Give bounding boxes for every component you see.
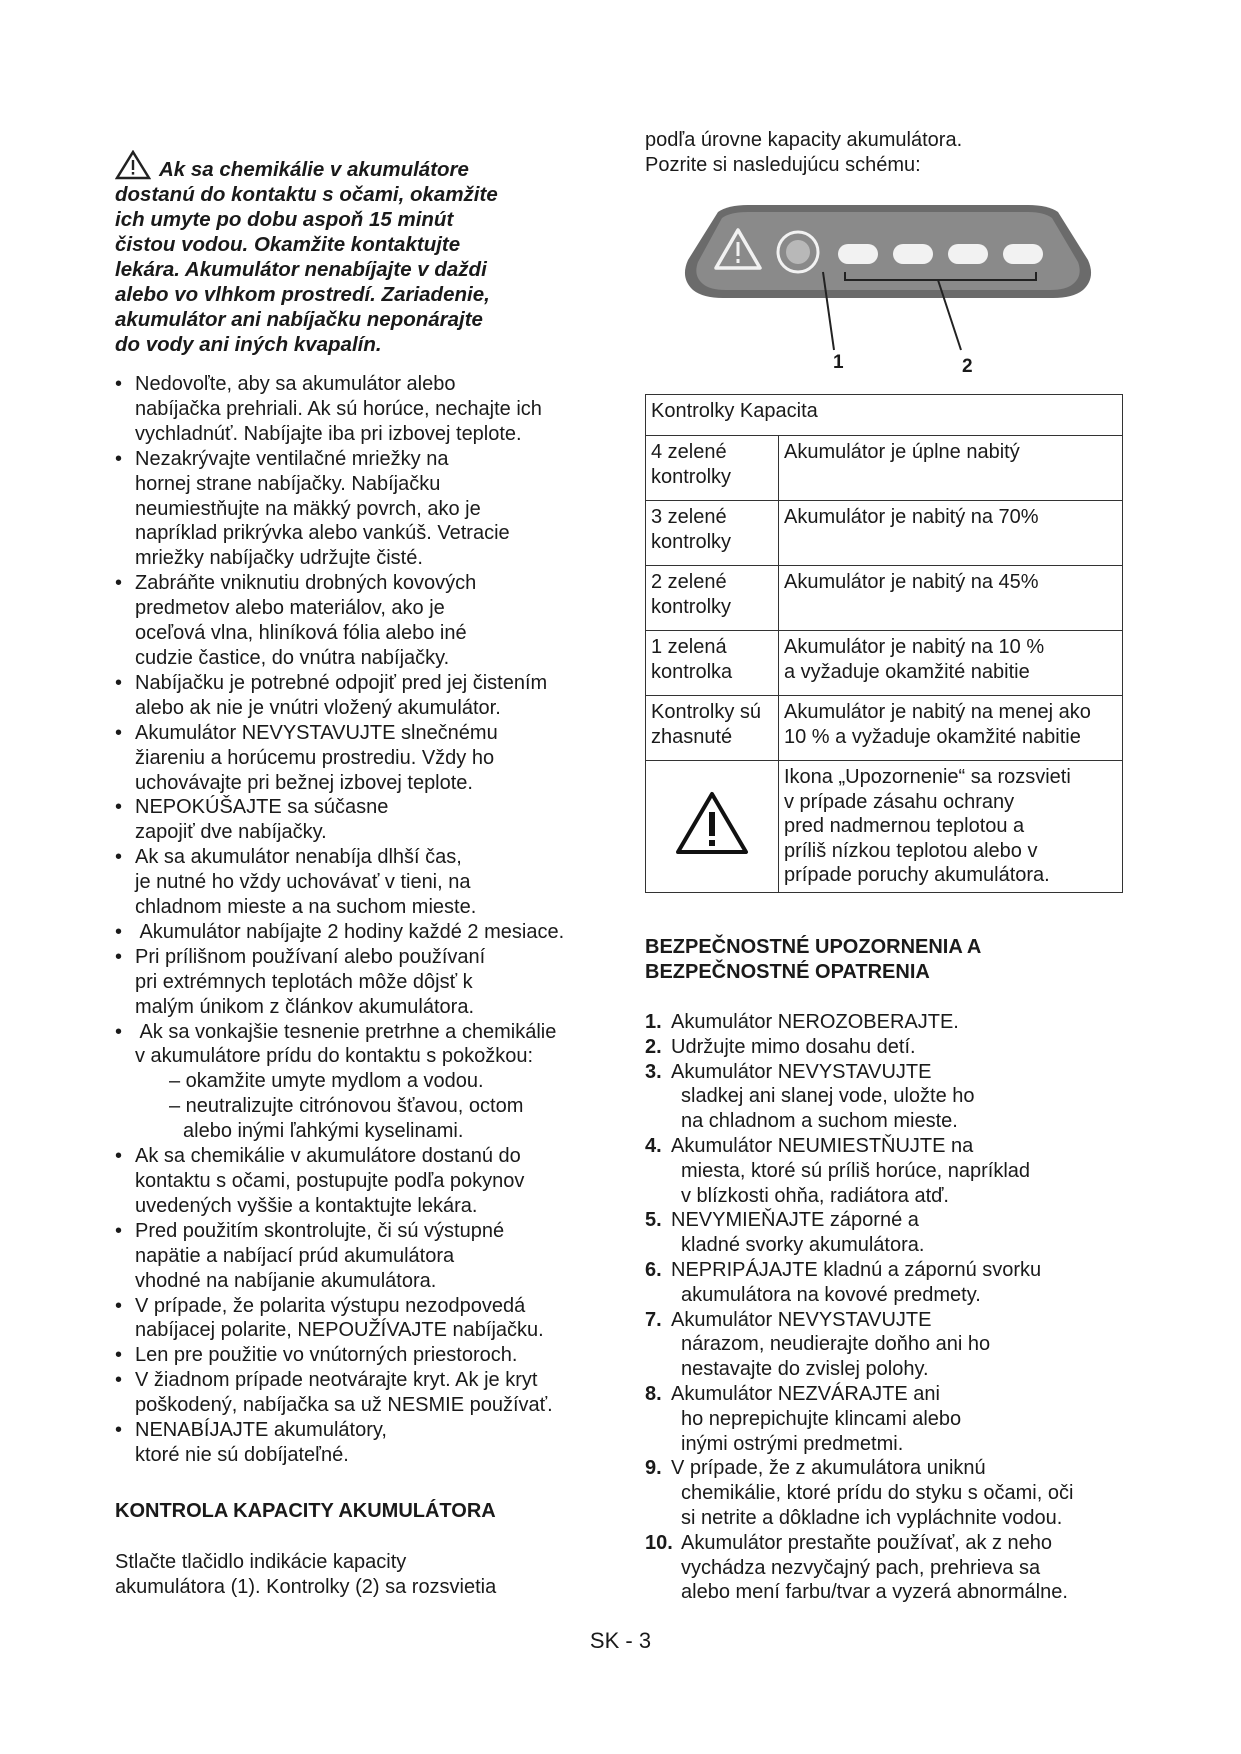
warning-line: dostanú do kontaktu s očami, okamžite — [115, 183, 498, 206]
bullet-item: • Nedovoľte, aby sa akumulátor alebo nabíjačka prehriali. Ak sú horúce, nechajte ich vychladnúť. Nabíjajte iba pri izbovej teplote. — [115, 372, 635, 447]
table-row — [646, 501, 1123, 566]
safety-bullet-list — [115, 372, 635, 1468]
capacity-heading: KONTROLA KAPACITY AKUMULÁTORA — [115, 1500, 496, 1522]
warning-triangle-icon — [672, 788, 752, 858]
status-cell: Akumulátor je nabitý na menej ako 10 % a vyžaduje okamžité nabitie — [779, 696, 1123, 761]
bullet-item: • Nabíjačku je potrebné odpojiť pred jej čistením alebo ak nie je vnútri vložený akumulátor. — [115, 671, 635, 721]
led-3 — [948, 244, 988, 264]
led-1 — [838, 244, 878, 264]
bullet-item: • Ak sa akumulátor nenabíja dlhší čas, je nutné ho vždy uchovávať v tieni, na chladnom mieste a na suchom mieste. — [115, 845, 635, 920]
status-cell: Akumulátor je úplne nabitý — [779, 436, 1123, 501]
safety-numbered-list — [645, 1010, 1135, 1605]
bullet-item: • Len pre použitie vo vnútorných priestoroch. — [115, 1343, 635, 1368]
warning-line: čistou vodou. Okamžite kontaktujte — [115, 233, 461, 256]
lights-cell: 3 zelené kontrolky — [646, 501, 779, 566]
warning-line: lekára. Akumulátor nenabíjajte v daždi — [115, 258, 487, 281]
bullet-item: • Nezakrývajte ventilačné mriežky na hornej strane nabíjačky. Nabíjačku neumiestňujte na mäkký povrch, ako je napríklad prikrývka alebo vankúš. Vetracie mriežky nabíjačky udržujte čisté. — [115, 447, 635, 572]
warning-line: ich umyte po dobu aspoň 15 minút — [115, 208, 454, 231]
warning-line: Ak sa chemikálie v akumulátore — [115, 150, 585, 182]
lights-cell: 4 zelené kontrolky — [646, 436, 779, 501]
status-cell: Akumulátor je nabitý na 70% — [779, 501, 1123, 566]
table-row — [646, 566, 1123, 631]
diagram-label-1: 1 — [833, 352, 844, 373]
bullet-item: • Akumulátor NEVYSTAVUJTE slnečnému žiareniu a horúcemu prostrediu. Vždy ho uchovávajte pri bežnej izbovej teplote. — [115, 721, 635, 796]
table-row-warning — [646, 761, 1123, 893]
list-item: 2. Udržujte mimo dosahu detí. — [645, 1035, 916, 1058]
table-header-row — [646, 395, 1123, 436]
bullet-item: • V prípade, že polarita výstupu nezodpovedá nabíjacej polarite, NEPOUŽÍVAJTE nabíjačku. — [115, 1294, 635, 1344]
bullet-item: • Ak sa vonkajšie tesnenie pretrhne a chemikálie v akumulátore prídu do kontaktu s pokožkou: – okamžite umyte mydlom a vodou. – neutralizujte citrónovou šťavou, octom alebo inými ľahkými kyselinami. — [115, 1020, 635, 1145]
eye-contact-warning — [115, 150, 585, 357]
warning-description-cell: Ikona „Upozornenie“ sa rozsvieti v prípade zásahu ochrany pred nadmernou teplotou a príliš nízkou teplotou alebo v prípade poruchy akumulátora. — [779, 761, 1123, 893]
warning-line: alebo vo vlhkom prostredí. Zariadenie, — [115, 283, 490, 306]
bullet-item: • Akumulátor nabíjajte 2 hodiny každé 2 mesiace. — [115, 920, 635, 945]
bullet-item: • Ak sa chemikálie v akumulátore dostanú do kontaktu s očami, postupujte podľa pokynov uvedených vyššie a kontaktujte lekára. — [115, 1144, 635, 1219]
list-item: 9. V prípade, že z akumulátora uniknú chemikálie, ktoré prídu do styku s očami, oči si netrite a dôkladne ich vypláchnite vodou. — [645, 1457, 1074, 1529]
safety-heading: BEZPEČNOSTNÉ UPOZORNENIA A BEZPEČNOSTNÉ OPATRENIA — [645, 936, 982, 983]
table-header-cell: Kontrolky Kapacita — [646, 395, 1123, 436]
lights-cell: Kontrolky sú zhasnuté — [646, 696, 779, 761]
warning-triangle-icon — [115, 150, 151, 180]
warning-line: do vody ani iných kvapalín. — [115, 333, 382, 356]
bullet-item: • Pred použitím skontrolujte, či sú výstupné napätie a nabíjací prúd akumulátora vhodné na nabíjanie akumulátora. — [115, 1219, 635, 1294]
page-number: SK - 3 — [589, 1628, 652, 1653]
list-item: 3. Akumulátor NEVYSTAVUJTE sladkej ani slanej vode, uložte ho na chladnom a suchom mieste. — [645, 1060, 975, 1133]
bullet-item: • V žiadnom prípade neotvárajte kryt. Ak je kryt poškodený, nabíjačka sa už NESMIE používať. — [115, 1368, 635, 1418]
led-2 — [893, 244, 933, 264]
table-row — [646, 631, 1123, 696]
led-4 — [1003, 244, 1043, 264]
capacity-intro-text: Stlačte tlačidlo indikácie kapacity akumulátora (1). Kontrolky (2) sa rozsvietia — [115, 1551, 497, 1598]
warning-icon-cell — [646, 761, 779, 893]
table-row — [646, 696, 1123, 761]
list-item: 4. Akumulátor NEUMIESTŇUJTE na miesta, ktoré sú príliš horúce, napríklad v blízkosti ohňa, radiátora atď. — [645, 1134, 1031, 1207]
bullet-item: • NEPOKÚŠAJTE sa súčasne zapojiť dve nabíjačky. — [115, 795, 635, 845]
list-item: 1. Akumulátor NEROZOBERAJTE. — [645, 1011, 959, 1033]
bullet-item: • NENABÍJAJTE akumulátory, ktoré nie sú dobíjateľné. — [115, 1418, 635, 1468]
warning-line: akumulátor ani nabíjačku neponárajte — [115, 308, 483, 331]
lights-cell: 2 zelené kontrolky — [646, 566, 779, 631]
list-item: 5. NEVYMIEŇAJTE záporné a kladné svorky akumulátora. — [645, 1209, 925, 1257]
capacity-intro-continued: podľa úrovne kapacity akumulátora. Pozrite si nasledujúcu schému: — [645, 129, 963, 176]
capacity-table — [645, 394, 1123, 893]
status-cell: Akumulátor je nabitý na 10 % a vyžaduje okamžité nabitie — [779, 631, 1123, 696]
status-cell: Akumulátor je nabitý na 45% — [779, 566, 1123, 631]
list-item: 7. Akumulátor NEVYSTAVUJTE nárazom, neudierajte doňho ani ho nestavajte do zvislej polohy. — [645, 1308, 991, 1381]
bullet-item: • Pri prílišnom používaní alebo používaní pri extrémnych teplotách môže dôjsť k malým únikom z článkov akumulátora. — [115, 945, 635, 1020]
battery-indicator-panel-diagram — [678, 200, 1098, 360]
table-row — [646, 436, 1123, 501]
list-item: 8. Akumulátor NEZVÁRAJTE ani ho neprepichujte klincami alebo inými ostrými predmetmi. — [645, 1382, 962, 1455]
lights-cell: 1 zelená kontrolka — [646, 631, 779, 696]
list-item: 6. NEPRIPÁJAJTE kladnú a zápornú svorku akumulátora na kovové predmety. — [645, 1258, 1042, 1306]
bullet-item: • Zabráňte vniknutiu drobných kovových predmetov alebo materiálov, ako je oceľová vlna, hliníková fólia alebo iné cudzie častice, do vnútra nabíjačky. — [115, 571, 635, 671]
list-item: 10. Akumulátor prestaňte používať, ak z neho vychádza nezvyčajný pach, prehrieva sa alebo mení farbu/tvar a vyzerá abnormálne. — [645, 1531, 1068, 1604]
diagram-label-2: 2 — [962, 356, 973, 377]
